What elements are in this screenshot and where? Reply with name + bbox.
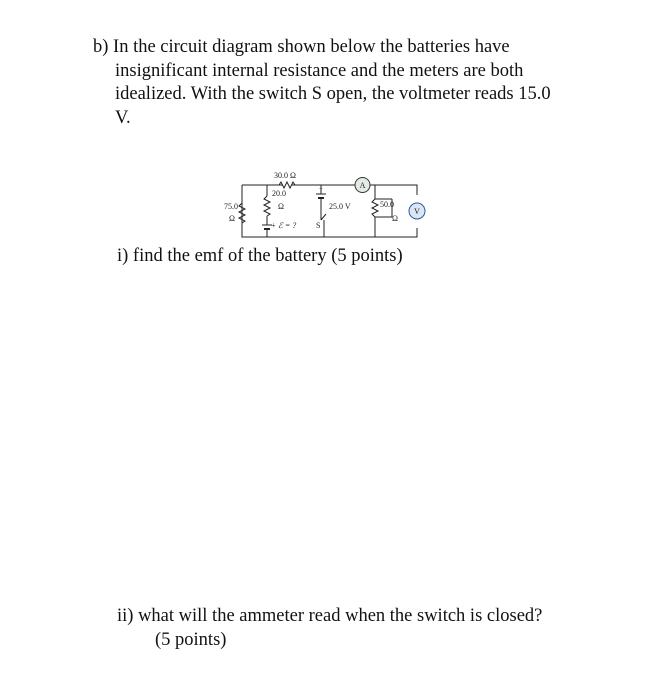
ammeter xyxy=(355,178,370,193)
problem-line-3: idealized. With the switch S open, the voltmeter reads 15.0 xyxy=(115,84,551,104)
ammeter-label: A xyxy=(359,181,366,190)
problem-statement xyxy=(93,36,623,130)
question-2 xyxy=(117,605,542,652)
problem-line-4: V. xyxy=(115,107,131,128)
label-75-value: 75.0 xyxy=(224,202,238,211)
resistor-20-ohm xyxy=(264,196,270,216)
voltmeter xyxy=(409,203,425,219)
label-20-unit: Ω xyxy=(278,202,284,211)
question-1: i) find the emf of the battery (5 points) xyxy=(117,246,403,266)
label-30-ohm: 30.0 Ω xyxy=(274,171,296,180)
battery-emf-plus: + xyxy=(271,221,276,230)
problem-line-2: insignificant internal resistance and the meters are both xyxy=(115,60,524,81)
label-50-unit: Ω xyxy=(392,214,398,223)
question-2-points: (5 points) xyxy=(155,629,227,650)
label-75-unit: Ω xyxy=(229,214,235,223)
question-2-line-1: ii) what will the ammeter read when the switch is closed? xyxy=(117,606,543,626)
label-25v: 25.0 V xyxy=(329,202,351,211)
resistor-50-ohm xyxy=(372,199,378,217)
problem-line-1: b) In the circuit diagram shown below the batteries have xyxy=(93,37,510,57)
circuit-diagram xyxy=(222,165,442,247)
label-switch: S xyxy=(316,221,321,230)
label-20-value: 20.0 xyxy=(272,189,286,198)
voltmeter-label: V xyxy=(414,207,420,216)
label-50-value: 50.0 xyxy=(380,200,394,209)
label-emf: ℰ = ? xyxy=(278,221,297,230)
battery-25v-plus: + xyxy=(319,185,323,193)
